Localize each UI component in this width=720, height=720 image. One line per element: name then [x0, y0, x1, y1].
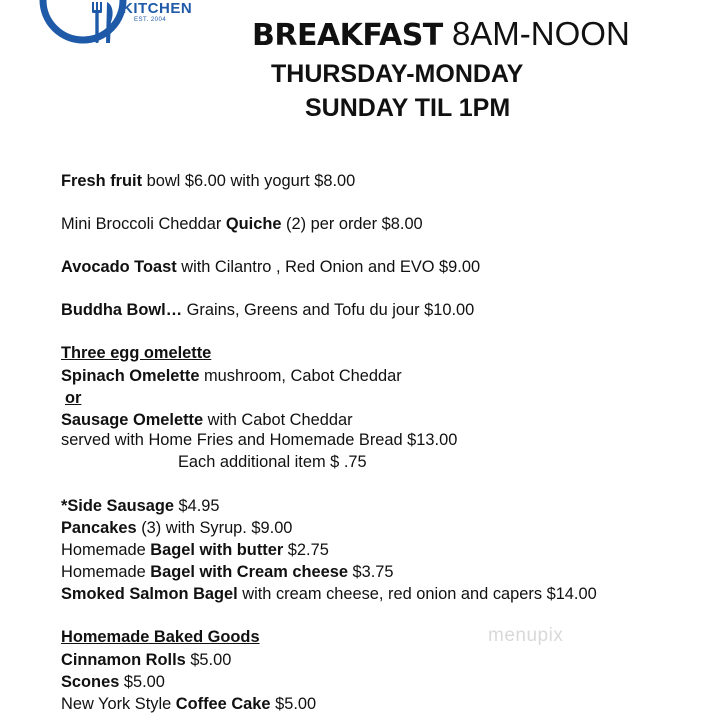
menu-item-side-sausage [61, 496, 220, 516]
logo-text: KITCHEN [122, 0, 193, 17]
baked-goods-heading: Homemade Baked Goods [61, 628, 260, 646]
item-detail: mushroom, Cabot Cheddar [199, 367, 402, 385]
item-name: Sausage Omelette [61, 411, 204, 429]
item-detail: with cream cheese, red onion and capers $14.00 [237, 585, 597, 603]
item-name: Avocado Toast [61, 258, 177, 276]
menu-item-fruit [61, 171, 355, 191]
item-name: Fresh fruit [61, 172, 143, 190]
item-name: Pancakes [61, 519, 137, 537]
item-prefix: Mini Broccoli Cheddar [61, 215, 226, 233]
item-detail: (2) per order $8.00 [281, 215, 423, 233]
menu-item-bagel-cream-cheese [61, 562, 394, 582]
item-name: Buddha Bowl… [61, 301, 183, 319]
menu-item-spinach-omelette [61, 366, 402, 386]
omelette-served-note: served with Home Fries and Homemade Bread $13.00 [61, 431, 458, 449]
menu-item-buddha-bowl [61, 300, 474, 320]
item-detail: with Cabot Cheddar [203, 411, 353, 429]
item-detail: $3.75 [347, 563, 394, 581]
menu-item-coffee-cake [61, 694, 316, 714]
item-name: Bagel with butter [150, 541, 284, 559]
item-prefix: Homemade [61, 563, 151, 581]
sunday-line: SUNDAY TIL 1PM [305, 94, 511, 122]
item-name: *Side Sausage [61, 497, 174, 515]
menu-item-cinnamon-rolls [61, 650, 231, 670]
item-detail: $5.00 [270, 695, 317, 713]
item-name: Cinnamon Rolls [61, 651, 186, 669]
item-name: Bagel with Cream cheese [150, 563, 348, 581]
title-hours: 8AM-NOON [451, 15, 630, 52]
logo-est: EST. 2004 [134, 17, 167, 23]
omelette-heading: Three egg omelette [61, 344, 212, 362]
menu-title [252, 14, 630, 56]
menu-item-quiche [61, 214, 423, 234]
menu-item-scones [61, 672, 165, 692]
additional-item-note: Each additional item $ .75 [178, 453, 367, 471]
days-line: THURSDAY-MONDAY [271, 60, 524, 88]
menu-item-sausage-omelette [61, 410, 353, 430]
title-breakfast: BREAKFAST [252, 18, 443, 53]
item-detail: bowl $6.00 with yogurt $8.00 [142, 172, 356, 190]
item-detail: Grains, Greens and Tofu du jour $10.00 [182, 301, 475, 319]
item-name: Spinach Omelette [61, 367, 200, 385]
item-detail: $4.95 [173, 497, 220, 515]
item-detail: with Cilantro , Red Onion and EVO $9.00 [176, 258, 481, 276]
item-name: Coffee Cake [175, 695, 271, 713]
kitchen-logo [0, 0, 240, 56]
item-name: Quiche [225, 215, 282, 233]
item-prefix: Homemade [61, 541, 151, 559]
item-detail: (3) with Syrup. $9.00 [136, 519, 293, 537]
item-detail: $5.00 [119, 673, 165, 691]
item-prefix: New York Style [61, 695, 176, 713]
menu-item-smoked-salmon-bagel [61, 584, 597, 604]
menu-item-pancakes [61, 518, 292, 538]
menu-item-avocado-toast [61, 257, 480, 277]
item-name: Scones [61, 673, 120, 691]
item-detail: $2.75 [283, 541, 329, 559]
menu-item-bagel-butter [61, 540, 329, 560]
item-detail: $5.00 [185, 651, 232, 669]
menupix-watermark: menupix [488, 625, 564, 646]
item-name: Smoked Salmon Bagel [61, 585, 238, 603]
or-label: or [65, 389, 82, 407]
